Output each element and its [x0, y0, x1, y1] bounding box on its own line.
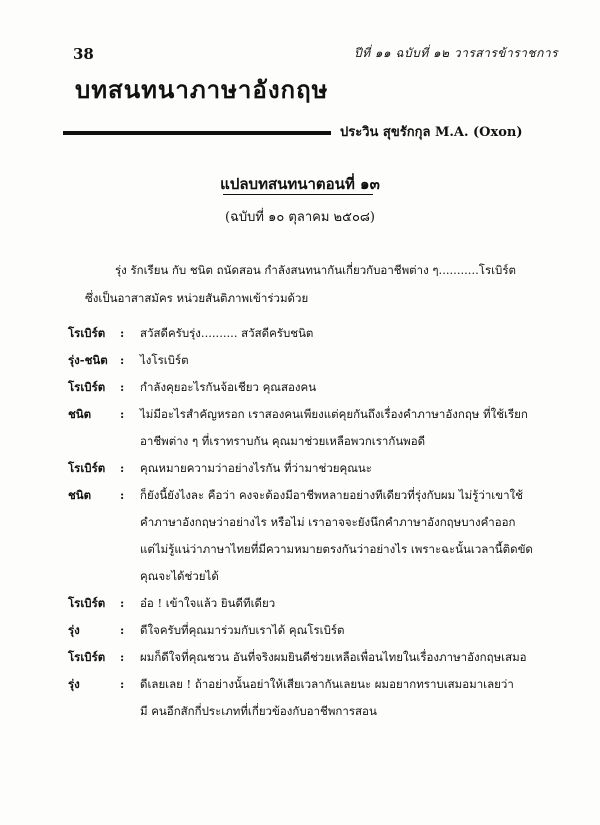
dialogue-row	[68, 644, 548, 671]
speaker-name: โรเบิร์ต	[68, 461, 106, 475]
dialogue-row	[68, 320, 548, 347]
dialogue-text	[140, 401, 548, 455]
dialogue-line: อ๋อ ! เข้าใจแล้ว ยินดีทีเดียว	[140, 596, 276, 610]
speaker-name: ชนิต	[68, 407, 92, 421]
dialogue-row	[68, 401, 548, 455]
speaker-colon: :	[120, 353, 125, 367]
speaker-colon: :	[120, 326, 125, 340]
dialogue-row	[68, 671, 548, 725]
dialogue-line: ดีเลยเลย ! ถ้าอย่างนั้นอย่าให้เสียเวลากันเลยนะ ผมอยากทราบเสมอมาเลยว่า	[140, 677, 514, 691]
speaker-colon: :	[120, 407, 125, 421]
intro-line: รุ่ง รักเรียน กับ ชนิต ถนัดสอน กำลังสนทนากันเกี่ยวกับอาชีพต่าง ๆ...........โรเบิร์ต	[115, 263, 516, 277]
page-number: 38	[73, 45, 94, 63]
dialogue-line: อาชีพต่าง ๆ ที่เราทราบกัน คุณมาช่วยเหลือพวกเรากันพอดี	[140, 434, 426, 448]
intro-line: ซึ่งเป็นอาสาสมัคร หน่วยสันติภาพเข้าร่วมด้วย	[85, 291, 309, 305]
dialogue-text	[140, 617, 548, 644]
speaker-name: รุ่ง-ชนิต	[68, 353, 108, 367]
dialogue-line: คำภาษาอังกฤษว่าอย่างไร หรือไม่ เราอาจจะยังนึกคำภาษาอังกฤษบางคำออก	[140, 515, 516, 529]
speaker-colon: :	[120, 488, 125, 502]
dialogue-row	[68, 455, 548, 482]
dialogue-list	[68, 320, 548, 725]
dialogue-text	[140, 482, 548, 590]
dialogue-line: ก็ยังนี้ยังไงละ คือว่า คงจะต้องมีอาชีพหลายอย่างทีเดียวที่รุ่งกับผม ไม่รู้ว่าเขาใช้	[140, 488, 523, 502]
issue-note: (ฉบับที่ ๑๐ ตุลาคม ๒๕๐๘)	[224, 210, 375, 225]
dialogue-text	[140, 590, 548, 617]
dialogue-row	[68, 347, 548, 374]
dialogue-text	[140, 455, 548, 482]
subtitle-underline	[223, 194, 373, 195]
dialogue-row	[68, 374, 548, 401]
dialogue-line: คุณจะได้ช่วยได้	[140, 569, 219, 583]
dialogue-row	[68, 617, 548, 644]
intro-paragraph	[85, 256, 543, 312]
speaker-name: รุ่ง	[68, 623, 80, 637]
author-byline: ประวิน สุขรักกุล M.A. (Oxon)	[340, 125, 523, 140]
dialogue-line: คุณหมายความว่าอย่างไรกัน ที่ว่ามาช่วยคุณนะ	[140, 461, 372, 475]
running-header: ปีที่ ๑๑ ฉบับที่ ๑๒ วารสารข้าราชการ	[354, 46, 559, 60]
speaker-colon: :	[120, 380, 125, 394]
speaker-name: โรเบิร์ต	[68, 650, 106, 664]
speaker-name: รุ่ง	[68, 677, 80, 691]
dialogue-line: ผมก็ดีใจที่คุณชวน อันที่จริงผมยินดีช่วยเหลือเพื่อนไทยในเรื่องภาษาอังกฤษเสมอ	[140, 650, 527, 664]
dialogue-line: มี คนอีกสักกี่ประเภทที่เกี่ยวข้องกับอาชีพการสอน	[140, 704, 377, 718]
speaker-colon: :	[120, 623, 125, 637]
dialogue-text	[140, 347, 548, 374]
dialogue-line: แต่ไม่รู้แน่ว่าภาษาไทยที่มีความหมายตรงกันว่าอย่างไร เพราะฉะนั้นเวลานี้ติดขัด	[140, 542, 533, 556]
dialogue-text	[140, 374, 548, 401]
speaker-name: โรเบิร์ต	[68, 326, 106, 340]
lesson-subtitle: แปลบทสนทนาตอนที่ ๑๓	[220, 175, 380, 193]
article-title: บทสนทนาภาษาอังกฤษ	[75, 75, 329, 104]
dialogue-line: กำลังคุยอะไรกันจ้อเชียว คุณสองคน	[140, 380, 317, 394]
speaker-colon: :	[120, 677, 125, 691]
dialogue-text	[140, 671, 548, 725]
dialogue-line: ดีใจครับที่คุณมาร่วมกับเราได้ คุณโรเบิร์ต	[140, 623, 345, 637]
speaker-colon: :	[120, 596, 125, 610]
dialogue-line: สวัสดีครับรุ่ง.......... สวัสดีครับชนิต	[140, 326, 314, 340]
speaker-colon: :	[120, 461, 125, 475]
speaker-name: ชนิต	[68, 488, 92, 502]
title-rule	[63, 131, 331, 135]
dialogue-row	[68, 482, 548, 590]
speaker-name: โรเบิร์ต	[68, 380, 106, 394]
dialogue-line: ไม่มีอะไรสำคัญหรอก เราสองคนเพียงแต่คุยกันถึงเรื่องคำภาษาอังกฤษ ที่ใช้เรียก	[140, 407, 528, 421]
speaker-name: โรเบิร์ต	[68, 596, 106, 610]
speaker-colon: :	[120, 650, 125, 664]
dialogue-line: ไงโรเบิร์ต	[140, 353, 189, 367]
dialogue-row	[68, 590, 548, 617]
dialogue-text	[140, 320, 548, 347]
dialogue-text	[140, 644, 548, 671]
